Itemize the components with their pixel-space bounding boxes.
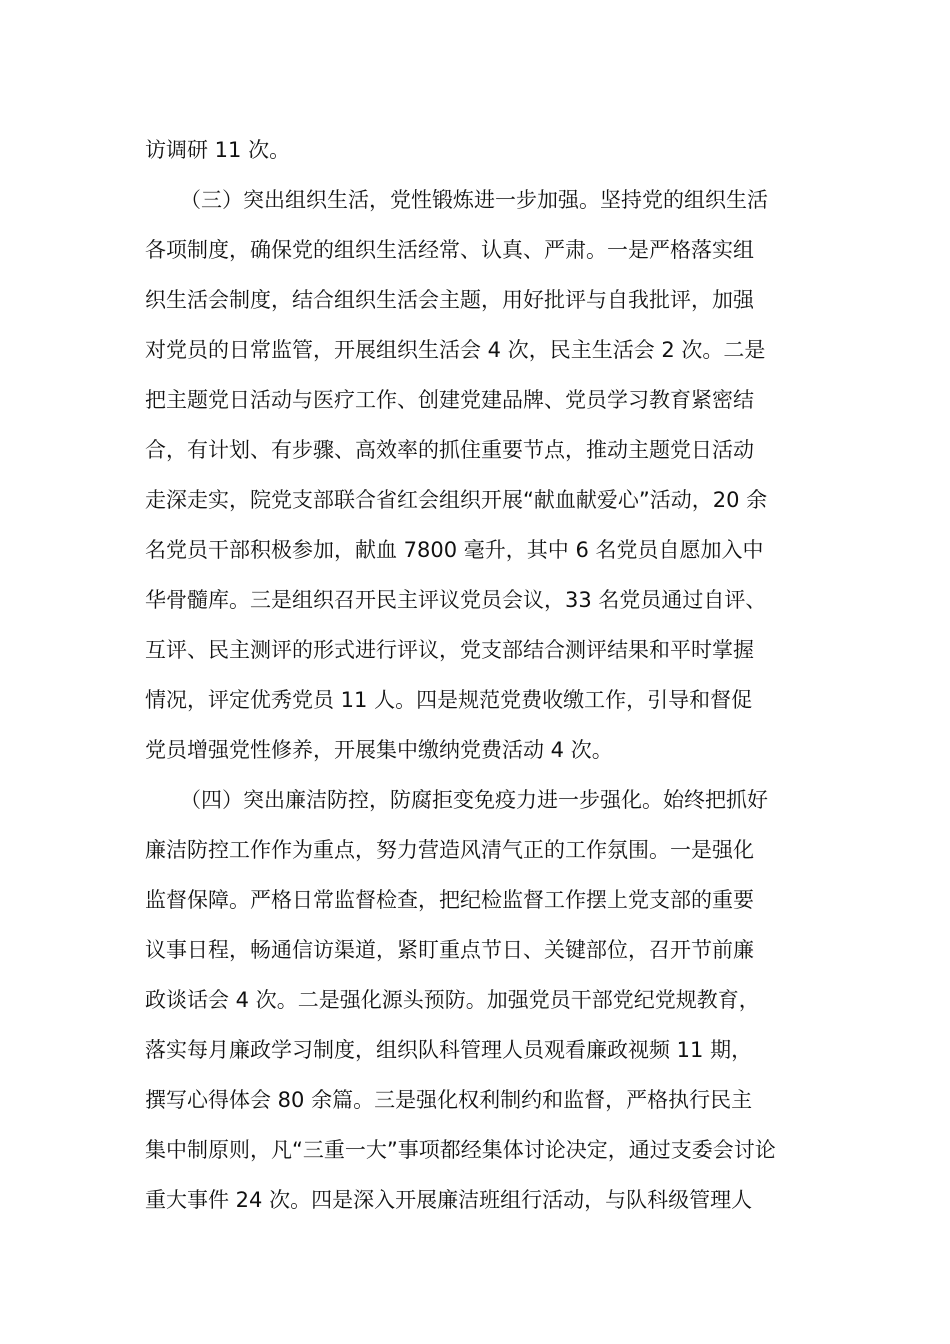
section-heading-3: （三）突出组织生活，党性锻炼进一步加强。坚持党的组织生活 <box>180 188 768 212</box>
text-line: 把主题党日活动与医疗工作、创建党建品牌、党员学习教育紧密结 <box>145 388 754 412</box>
text-line: 织生活会制度，结合组织生活会主题，用好批评与自我批评，加强 <box>145 288 754 312</box>
text-line: 名党员干部积极参加，献血 7800 毫升，其中 6 名党员自愿加入中 <box>145 538 764 562</box>
text-line: 互评、民主测评的形式进行评议，党支部结合测评结果和平时掌握 <box>145 638 754 662</box>
text-line: 落实每月廉政学习制度，组织队科管理人员观看廉政视频 11 期， <box>145 1038 753 1062</box>
text-line: 撰写心得体会 80 余篇。三是强化权利制约和监督，严格执行民主 <box>145 1088 753 1112</box>
text-line: 集中制原则，凡“三重一大”事项都经集体讨论决定，通过支委会讨论 <box>145 1138 776 1162</box>
text-line: 合，有计划、有步骤、高效率的抓住重要节点，推动主题党日活动 <box>145 438 754 462</box>
text-line: 走深走实，院党支部联合省红会组织开展“献血献爱心”活动，20 余 <box>145 488 768 512</box>
section-heading-4: （四）突出廉洁防控，防腐拒变免疫力进一步强化。始终把抓好 <box>180 788 768 812</box>
text-line: 情况，评定优秀党员 11 人。四是规范党费收缴工作，引导和督促 <box>145 688 753 712</box>
text-line: 党员增强党性修养，开展集中缴纳党费活动 4 次。 <box>145 738 613 762</box>
text-line: 各项制度，确保党的组织生活经常、认真、严肃。一是严格落实组 <box>145 238 754 262</box>
text-line: 议事日程，畅通信访渠道，紧盯重点节日、关键部位，召开节前廉 <box>145 938 754 962</box>
text-line: 华骨髓库。三是组织召开民主评议党员会议，33 名党员通过自评、 <box>145 588 767 612</box>
text-line: 对党员的日常监管，开展组织生活会 4 次，民主生活会 2 次。二是 <box>145 338 766 362</box>
text-line: 廉洁防控工作作为重点，努力营造风清气正的工作氛围。一是强化 <box>145 838 754 862</box>
text-line: 重大事件 24 次。四是深入开展廉洁班组行活动，与队科级管理人 <box>145 1188 753 1212</box>
text-line: 访调研 11 次。 <box>145 138 291 162</box>
text-line: 监督保障。严格日常监督检查，把纪检监督工作摆上党支部的重要 <box>145 888 754 912</box>
text-line: 政谈话会 4 次。二是强化源头预防。加强党员干部党纪党规教育， <box>145 988 760 1012</box>
